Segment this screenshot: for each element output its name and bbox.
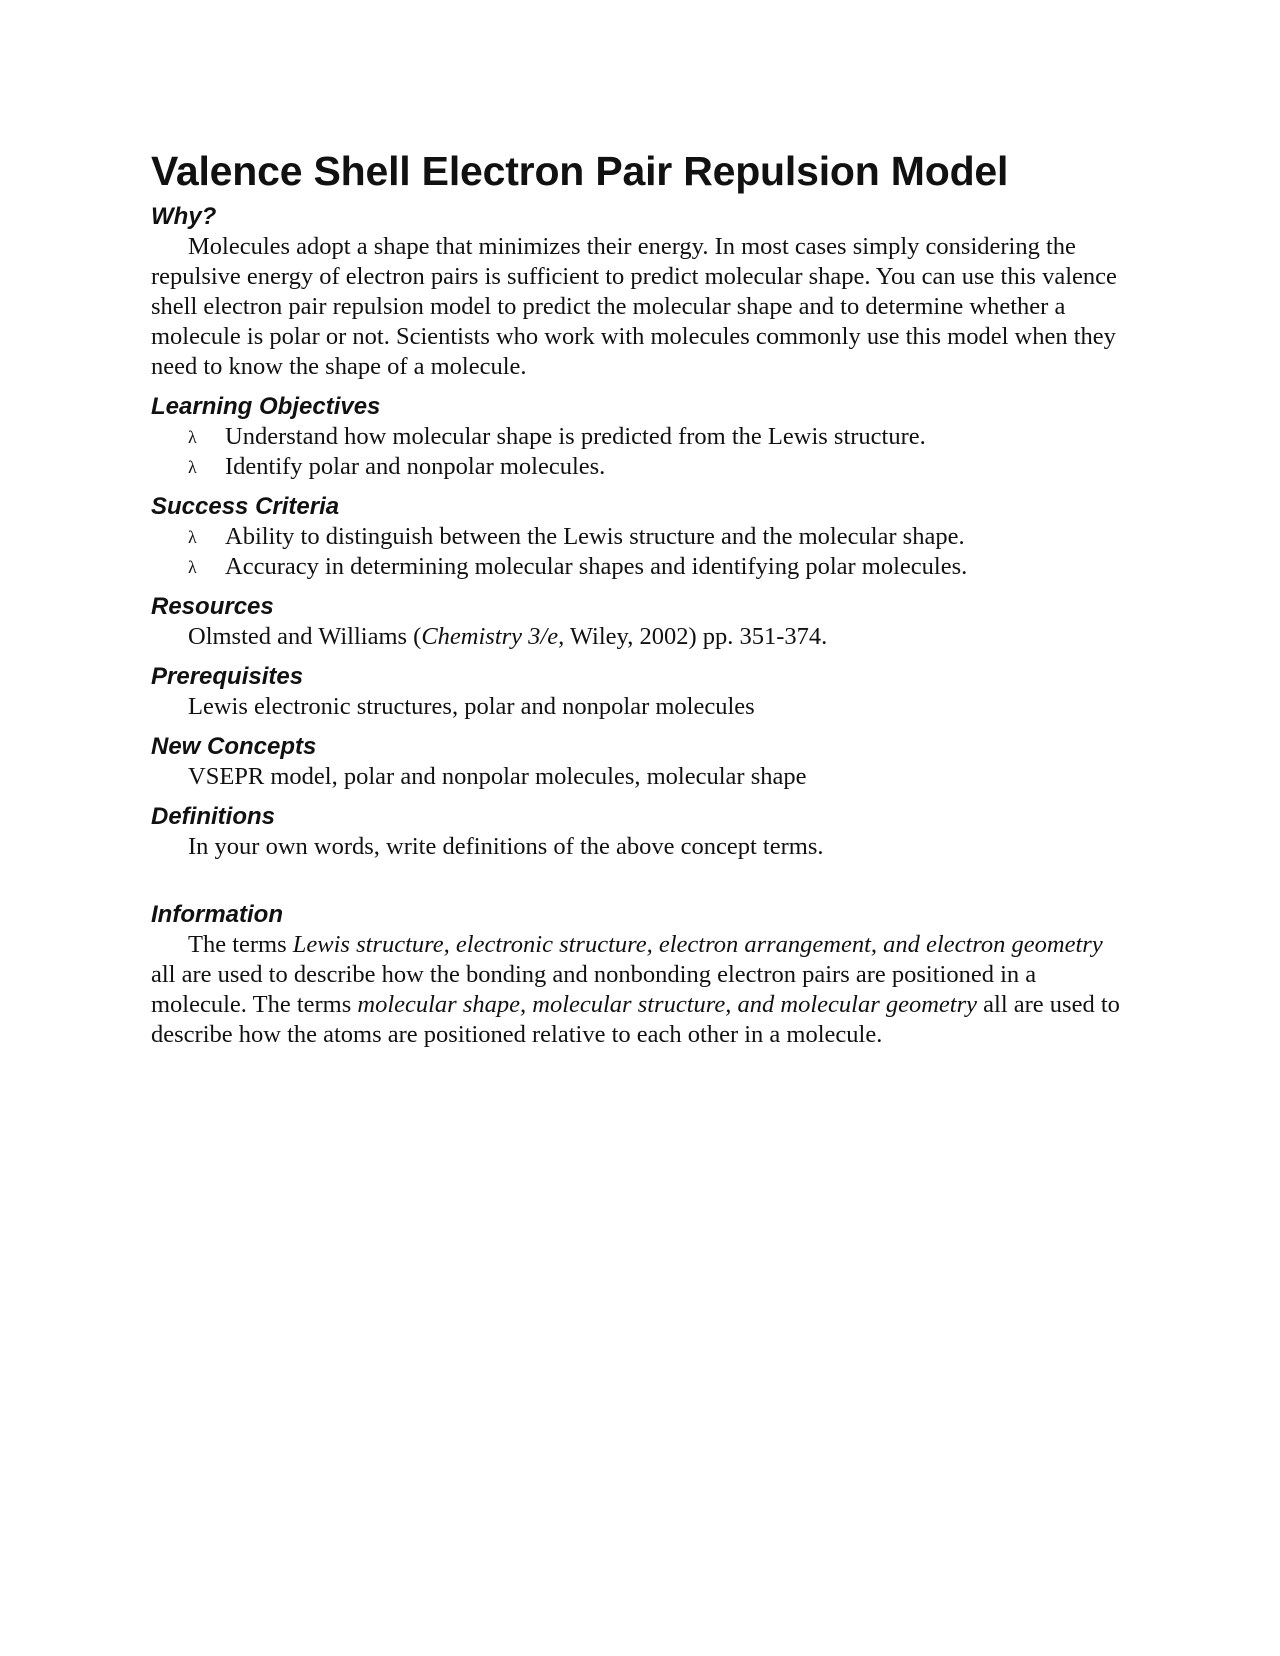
section-heading-why: Why?: [151, 203, 217, 230]
section-why: [151, 202, 1131, 382]
new-concepts-text: VSEPR model, polar and nonpolar molecules, molecular shape: [188, 763, 807, 790]
list-item-text: Understand how molecular shape is predicted from the Lewis structure.: [225, 423, 926, 450]
resources-book-title: Chemistry 3/e,: [421, 623, 565, 650]
list-item-text: Ability to distinguish between the Lewis structure and the molecular shape.: [225, 523, 965, 550]
resources-text-start: Olmsted and Williams (: [188, 623, 422, 650]
information-text-3: all are used to describe how the atoms are positioned relative to each other in a molecule.: [151, 991, 1120, 1048]
section-heading-definitions: Definitions: [151, 803, 275, 830]
information-terms-2: molecular shape, molecular structure, and molecular geometry: [357, 991, 978, 1018]
information-terms-1: Lewis structure, electronic structure, electron arrangement, and electron geometry: [292, 931, 1103, 958]
section-prerequisites: [151, 662, 1131, 722]
list-item-text: Identify polar and nonpolar molecules.: [225, 453, 606, 480]
section-heading-learning-objectives: Learning Objectives: [151, 393, 381, 420]
success-criteria-list: [151, 522, 1131, 582]
learning-objectives-list: [151, 422, 1131, 482]
information-text-1: The terms: [188, 931, 293, 958]
prerequisites-text: Lewis electronic structures, polar and nonpolar molecules: [188, 693, 755, 720]
information-text-2: all are used to describe how the bonding and nonbonding electron pairs are positioned in a molecule. The terms: [151, 961, 1037, 1018]
resources-text-end: Wiley, 2002) pp. 351-374.: [564, 623, 828, 650]
page-title: Valence Shell Electron Pair Repulsion Model: [151, 148, 1009, 194]
section-learning-objectives: [151, 392, 1131, 482]
list-item: [151, 452, 1131, 482]
section-heading-success-criteria: Success Criteria: [151, 493, 340, 520]
section-heading-information: Information: [151, 901, 283, 928]
resources-text: [151, 622, 1131, 652]
section-resources: [151, 592, 1131, 652]
section-heading-resources: Resources: [151, 593, 274, 620]
why-paragraph: Molecules adopt a shape that minimizes their energy. In most cases simply considering the repulsive energy of electron pairs is sufficient to predict molecular shape. You can use this valence shell electron pair repulsion model to predict the molecular shape and to determine whether a molecule is polar or not. Scientists who work with molecules commonly use this model when they need to know the shape of a molecule.: [151, 233, 1117, 380]
definitions-text: In your own words, write definitions of the above concept terms.: [188, 833, 824, 860]
section-definitions: [151, 802, 1131, 862]
list-item: [151, 522, 1131, 552]
list-item: [151, 552, 1131, 582]
document-page: [151, 146, 1131, 1050]
section-heading-new-concepts: New Concepts: [151, 733, 317, 760]
lambda-bullet-icon: λ: [188, 527, 197, 547]
information-paragraph: [151, 930, 1131, 1050]
section-heading-prerequisites: Prerequisites: [151, 663, 304, 690]
lambda-bullet-icon: λ: [188, 457, 197, 477]
section-success-criteria: [151, 492, 1131, 582]
list-item: [151, 422, 1131, 452]
lambda-bullet-icon: λ: [188, 427, 197, 447]
list-item-text: Accuracy in determining molecular shapes and identifying polar molecules.: [225, 553, 968, 580]
section-information: [151, 900, 1131, 1050]
section-new-concepts: [151, 732, 1131, 792]
lambda-bullet-icon: λ: [188, 557, 197, 577]
